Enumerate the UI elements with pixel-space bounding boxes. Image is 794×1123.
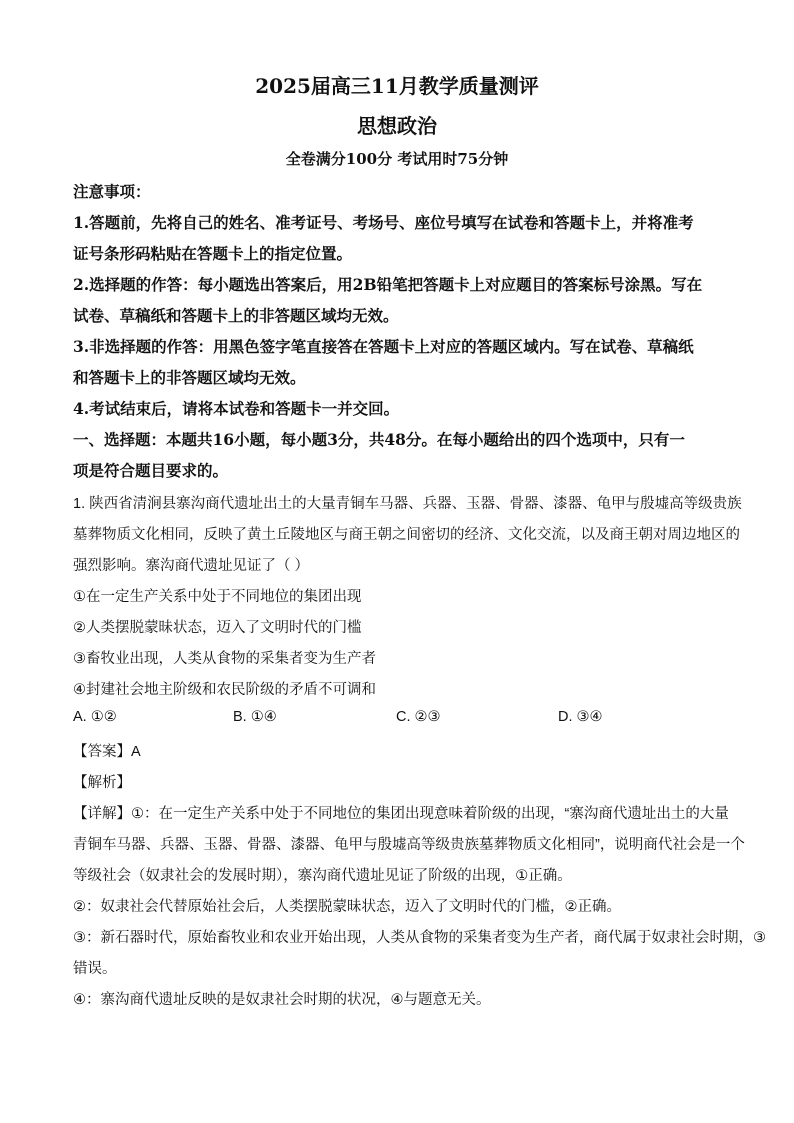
notice-heading: 注意事项： <box>73 182 151 201</box>
answer-block <box>73 737 766 1016</box>
statement-4: ④封建社会地主阶级和农民阶级的矛盾不可调和 <box>73 682 376 698</box>
notice-block <box>73 176 725 486</box>
analysis-tag: 【解析】 <box>73 775 131 791</box>
option-c: C. ②③ <box>396 709 441 725</box>
notice-item-3-line-2: 和答题卡上的非答题区域均无效。 <box>73 368 306 387</box>
question-stem-line-1: 1. 陕西省清涧县寨沟商代遗址出土的大量青铜车马器、兵器、玉器、骨器、漆器、龟甲与殷墟高等级贵族 <box>73 496 742 512</box>
section-heading-line-2: 项是符合题目要求的。 <box>73 461 229 480</box>
notice-item-3-line-1: 3.非选择题的作答：用黑色签字笔直接答在答题卡上对应的答题区域内。写在试卷、草稿纸 <box>73 337 694 356</box>
answer-line <box>73 737 725 768</box>
detail-line-6: 错误。 <box>73 961 117 977</box>
question-stem-line-2: 墓葬物质文化相同，反映了黄土丘陵地区与商王朝之间密切的经济、文化交流，以及商王朝对周边地区的 <box>73 527 740 543</box>
answer-tag: 【答案】 <box>73 744 131 760</box>
notice-item-4-line-1: 4.考试结束后，请将本试卷和答题卡一并交回。 <box>73 399 400 418</box>
question-stem-line-3: 强烈影响。寨沟商代遗址见证了（ ） <box>73 558 310 574</box>
exam-meta: 全卷满分100分 考试用时75分钟 <box>285 150 509 168</box>
exam-title: 2025届高三11月教学质量测评 <box>255 74 539 98</box>
statement-1: ①在一定生产关系中处于不同地位的集团出现 <box>73 589 362 605</box>
option-d: D. ③④ <box>558 709 603 725</box>
detail-line-3: 等级社会（奴隶社会的发展时期），寨沟商代遗址见证了阶级的出现，①正确。 <box>73 868 572 884</box>
detail-line-4: ②：奴隶社会代替原始社会后，人类摆脱蒙昧状态，迈入了文明时代的门槛，②正确。 <box>73 899 621 915</box>
subject-title: 思想政治 <box>357 114 437 138</box>
option-a: A. ①② <box>73 709 117 725</box>
detail-line-2: 青铜车马器、兵器、玉器、骨器、漆器、龟甲与殷墟高等级贵族墓葬物质文化相同”，说明商代社会是一个 <box>73 837 745 853</box>
notice-item-2-line-2: 试卷、草稿纸和答题卡上的非答题区域均无效。 <box>73 306 399 325</box>
notice-item-1-line-1: 1.答题前，先将自己的姓名、准考证号、考场号、座位号填写在试卷和答题卡上，并将准考 <box>73 213 694 232</box>
section-heading-line-1: 一、选择题：本题共16小题，每小题3分，共48分。在每小题给出的四个选项中，只有一 <box>73 430 685 449</box>
detail-line-1: 【详解】①：在一定生产关系中处于不同地位的集团出现意味着阶级的出现，“寨沟商代遗址出土的大量 <box>73 806 729 822</box>
statement-2: ②人类摆脱蒙昧状态，迈入了文明时代的门槛 <box>73 620 362 636</box>
notice-item-1-line-2: 证号条形码粘贴在答题卡上的指定位置。 <box>73 244 353 263</box>
option-b: B. ①④ <box>233 709 277 725</box>
answer-value: A <box>131 744 141 760</box>
detail-line-7: ④：寨沟商代遗址反映的是奴隶社会时期的状况，④与题意无关。 <box>73 992 491 1008</box>
notice-item-2-line-1: 2.选择题的作答：每小题选出答案后，用2B铅笔把答题卡上对应题目的答案标号涂黑。写在 <box>73 275 703 294</box>
statement-3: ③畜牧业出现，人类从食物的采集者变为生产者 <box>73 651 376 667</box>
detail-line-5: ③：新石器时代，原始畜牧业和农业开始出现，人类从食物的采集者变为生产者，商代属于奴隶社会时期，③ <box>73 930 766 946</box>
question-1 <box>73 489 742 706</box>
